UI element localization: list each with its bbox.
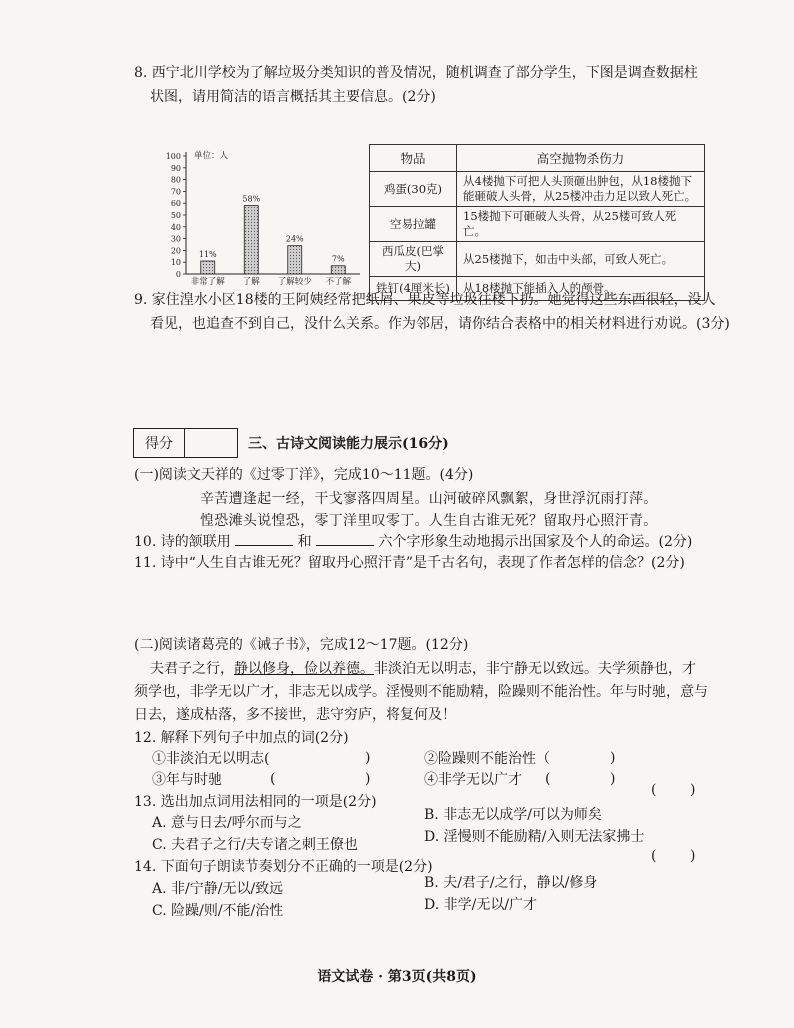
q12: 12. 解释下列句子中加点的词(2分) — [134, 730, 349, 746]
bar — [331, 266, 345, 274]
q10-middle: 和 — [297, 534, 312, 550]
q11: 11. 诗中“人生自古谁无死？留取丹心照汗青”是千古名句，表现了作者怎样的信念？(2分) — [134, 555, 685, 571]
high-altitude-table — [369, 144, 705, 301]
q14-paren-open: ( — [651, 848, 657, 864]
q13-option-b: B. 非志无以成学/可以为师矣 — [424, 807, 602, 823]
q14-option-d: D. 非学/无以/广才 — [424, 897, 538, 913]
bar-data-label: 7% — [331, 254, 345, 264]
bar — [201, 261, 215, 274]
table-cell-item: 空易拉罐 — [370, 207, 457, 242]
q10-prefix: 10. 诗的颔联用 — [134, 534, 231, 550]
text-line-1-c: 非淡泊无以明志，非宁静无以致远。夫学须静也，才 — [374, 661, 696, 677]
y-tick-label: 60 — [170, 199, 181, 209]
page-footer: 语文试卷 · 第3页(共8页) — [317, 969, 477, 985]
table-cell-desc: 15楼抛下可砸破人头骨，从25楼可致人死亡。 — [457, 207, 705, 242]
table-row — [370, 242, 705, 277]
y-tick-label: 70 — [170, 187, 181, 197]
q13-option-d: D. 淫慢则不能励精/入则无法家拂士 — [424, 829, 645, 845]
q12-item-4-close: ) — [610, 771, 616, 787]
bar — [244, 206, 258, 274]
part1-intro: (一)阅读文天祥的《过零丁洋》，完成10～11题。(4分) — [134, 467, 474, 483]
bar-data-label: 24% — [285, 234, 304, 244]
q8-line2: 状图，请用简洁的语言概括其主要信息。(2分) — [150, 89, 436, 105]
text-line-3: 日去，遂成枯落，多不接世，悲守穷庐，将复何及！ — [134, 707, 456, 723]
table-row — [370, 207, 705, 242]
q12-item-2-close: ) — [610, 750, 616, 766]
y-tick-label: 0 — [175, 270, 181, 279]
table-cell-desc — [457, 172, 705, 207]
text-line-1-a: 夫君子之行， — [150, 661, 234, 677]
q14-option-a: A. 非/宁静/无以/致远 — [152, 881, 284, 897]
q13: 13. 选出加点词用法相同的一项是(2分) — [134, 794, 377, 810]
q12-item-3-close: ) — [365, 771, 371, 787]
y-tick-label: 30 — [170, 234, 181, 244]
q10-suffix: 六个字形象生动地揭示出国家及个人的命运。(2分) — [378, 534, 693, 550]
score-box — [133, 428, 238, 458]
desc-line: 从4楼抛下可把人头顶砸出肿包，从18楼抛下 — [463, 174, 692, 188]
table-header-item: 物品 — [370, 145, 457, 172]
poem-line-1: 辛苦遭逢起一经，干戈寥落四周星。山河破碎风飘絮，身世浮沉雨打萍。 — [200, 491, 658, 507]
bar-data-label: 11% — [198, 250, 217, 260]
poem-line-2: 惶恐滩头说惶恐，零丁洋里叹零丁。人生自古谁无死？留取丹心照汗青。 — [200, 513, 658, 529]
q8-line1: 8. 西宁北川学校为了解垃圾分类知识的普及情况，随机调查了部分学生，下图是调查数据柱 — [134, 65, 698, 81]
q13-option-a: A. 意与日去/呼尔而与之 — [152, 815, 302, 831]
table-row — [370, 172, 705, 207]
q13-paren-close: ) — [690, 782, 696, 798]
q12-item-1-close: ) — [365, 750, 371, 766]
score-value-field[interactable] — [184, 429, 237, 457]
bar — [288, 246, 302, 274]
q14-option-c: C. 险躁/则/不能/治性 — [152, 903, 284, 919]
q12-item-1: ①非淡泊无以明志( — [152, 751, 270, 767]
q14: 14. 下面句子朗读节奏划分不正确的一项是(2分) — [134, 859, 433, 875]
y-tick-label: 100 — [165, 152, 181, 161]
x-tick-label: 非常了解 — [190, 277, 225, 287]
q12-item-3: ③年与时驰 — [152, 772, 222, 788]
text-line-1 — [150, 660, 696, 678]
q13-paren-open: ( — [651, 782, 657, 798]
q10 — [134, 533, 692, 551]
q14-option-b: B. 夫/君子/之行，静以/修身 — [424, 875, 598, 891]
bar-chart — [160, 146, 365, 291]
q12-item-3-open: ( — [270, 771, 276, 787]
y-tick-label: 20 — [170, 246, 181, 256]
table-cell-desc: 从25楼抛下，如击中头部，可致人死亡。 — [457, 242, 705, 277]
desc-line: 能砸破人头骨，从25楼冲击力足以致人死亡。 — [463, 189, 697, 203]
bar-data-label: 58% — [242, 194, 261, 204]
part2-intro: (二)阅读诸葛亮的《诫子书》，完成12～17题。(12分) — [134, 637, 469, 653]
table-cell-item: 鸡蛋(30克) — [370, 172, 457, 207]
text-line-2: 须学也，非学无以广才，非志无以成学。淫慢则不能励精，险躁则不能治性。年与时驰，意与 — [134, 684, 708, 700]
table-header-desc: 高空抛物杀伤力 — [457, 145, 705, 172]
y-tick-label: 80 — [170, 175, 181, 185]
table-cell-item: 西瓜皮(巴掌大) — [370, 242, 457, 277]
q13-option-c: C. 夫君子之行/夫专诸之刺王僚也 — [152, 837, 358, 853]
q10-blank-1[interactable] — [235, 533, 293, 546]
q10-blank-2[interactable] — [316, 533, 374, 546]
x-tick-label: 不了解 — [325, 277, 352, 287]
table-cell-desc: 从18楼抛下能插入人的颅骨。 — [457, 277, 705, 301]
q12-item-4: ④非学无以广才 — [424, 772, 522, 788]
x-tick-label: 了解 — [242, 277, 260, 287]
section-3-title: 三、古诗文阅读能力展示(16分) — [248, 436, 449, 452]
q9-line2: 看见，也追查不到自己，没什么关系。作为邻居，请你结合表格中的相关材料进行劝说。(3分) — [150, 316, 730, 332]
y-tick-label: 50 — [170, 211, 181, 220]
y-tick-label: 10 — [170, 258, 181, 268]
q9-line1: 9. 家住湟水小区18楼的王阿姨经常把纸屑、果皮等垃圾往楼下扔。她觉得这些东西很轻，没人 — [134, 292, 716, 308]
y-tick-label: 90 — [170, 163, 181, 173]
x-tick-label: 了解较少 — [277, 277, 312, 287]
q12-item-4-open: ( — [545, 771, 551, 787]
score-label: 得分 — [145, 436, 173, 452]
text-line-1-underlined: 静以修身，俭以养德。 — [234, 661, 374, 677]
table-cell-item: 铁钉(4厘米长) — [370, 277, 457, 301]
q12-item-2: ②险躁则不能治性（ — [424, 751, 550, 767]
q14-paren-close: ) — [690, 848, 696, 864]
chart-unit-label: 单位：人 — [194, 151, 229, 161]
table-header-row — [370, 145, 705, 172]
y-tick-label: 40 — [170, 222, 181, 232]
